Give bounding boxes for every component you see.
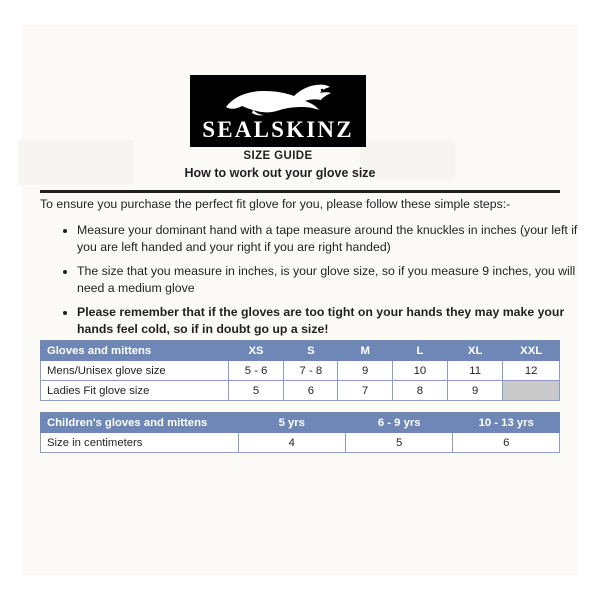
table-cell: 9: [447, 381, 502, 401]
brand-wordmark: SEALSKINZ: [202, 117, 354, 142]
table-cell: 10: [392, 361, 447, 381]
table-row: [41, 433, 560, 453]
seal-silhouette-icon: [190, 79, 366, 119]
table-cell: 4: [238, 433, 345, 453]
table-cell: 12: [503, 361, 560, 381]
table-header-row: [41, 413, 560, 433]
column-header: XXL: [503, 341, 560, 361]
instruction-list: [55, 222, 582, 345]
column-header: M: [338, 341, 392, 361]
adults-size-table: [40, 340, 560, 401]
table-cell: 9: [338, 361, 392, 381]
list-item: • Please remember that if the gloves are too tight on your hands they may make your hands feel cold, so if in doubt go up a size!: [77, 304, 582, 339]
brand-logo-block: [190, 75, 366, 147]
table-row: [41, 381, 560, 401]
table-header-row: [41, 341, 560, 361]
table-cell: 5 - 6: [228, 361, 283, 381]
intro-paragraph: To ensure you purchase the perfect fit glove for you, please follow these simple steps:-: [40, 197, 511, 211]
header-divider: [40, 190, 560, 193]
row-label: Ladies Fit glove size: [41, 381, 229, 401]
column-header: XL: [447, 341, 502, 361]
list-item: • The size that you measure in inches, is your glove size, so if you measure 9 inches, you will need a medium glove: [77, 263, 582, 298]
column-header: 6 - 9 yrs: [345, 413, 452, 433]
table-cell: 6: [453, 433, 560, 453]
column-header: L: [392, 341, 447, 361]
column-header: 10 - 13 yrs: [453, 413, 560, 433]
table-row: [41, 361, 560, 381]
table-cell-empty: [503, 381, 560, 401]
column-header: XS: [228, 341, 283, 361]
column-header: Gloves and mittens: [41, 341, 229, 361]
list-item: • Measure your dominant hand with a tape measure around the knuckles in inches (your left if you are left handed and your right if you are right handed): [77, 222, 582, 257]
table-cell: 8: [392, 381, 447, 401]
table-cell: 11: [447, 361, 502, 381]
column-header: 5 yrs: [238, 413, 345, 433]
table-cell: 5: [228, 381, 283, 401]
table-cell: 6: [284, 381, 338, 401]
row-label: Mens/Unisex glove size: [41, 361, 229, 381]
column-header: Children's gloves and mittens: [41, 413, 239, 433]
table-cell: 7 - 8: [284, 361, 338, 381]
size-guide-subtitle: SIZE GUIDE: [243, 150, 313, 162]
table-cell: 5: [345, 433, 452, 453]
column-header: S: [284, 341, 338, 361]
row-label: Size in centimeters: [41, 433, 239, 453]
page-title: How to work out your glove size: [184, 166, 376, 180]
table-cell: 7: [338, 381, 392, 401]
children-size-table: [40, 412, 560, 453]
